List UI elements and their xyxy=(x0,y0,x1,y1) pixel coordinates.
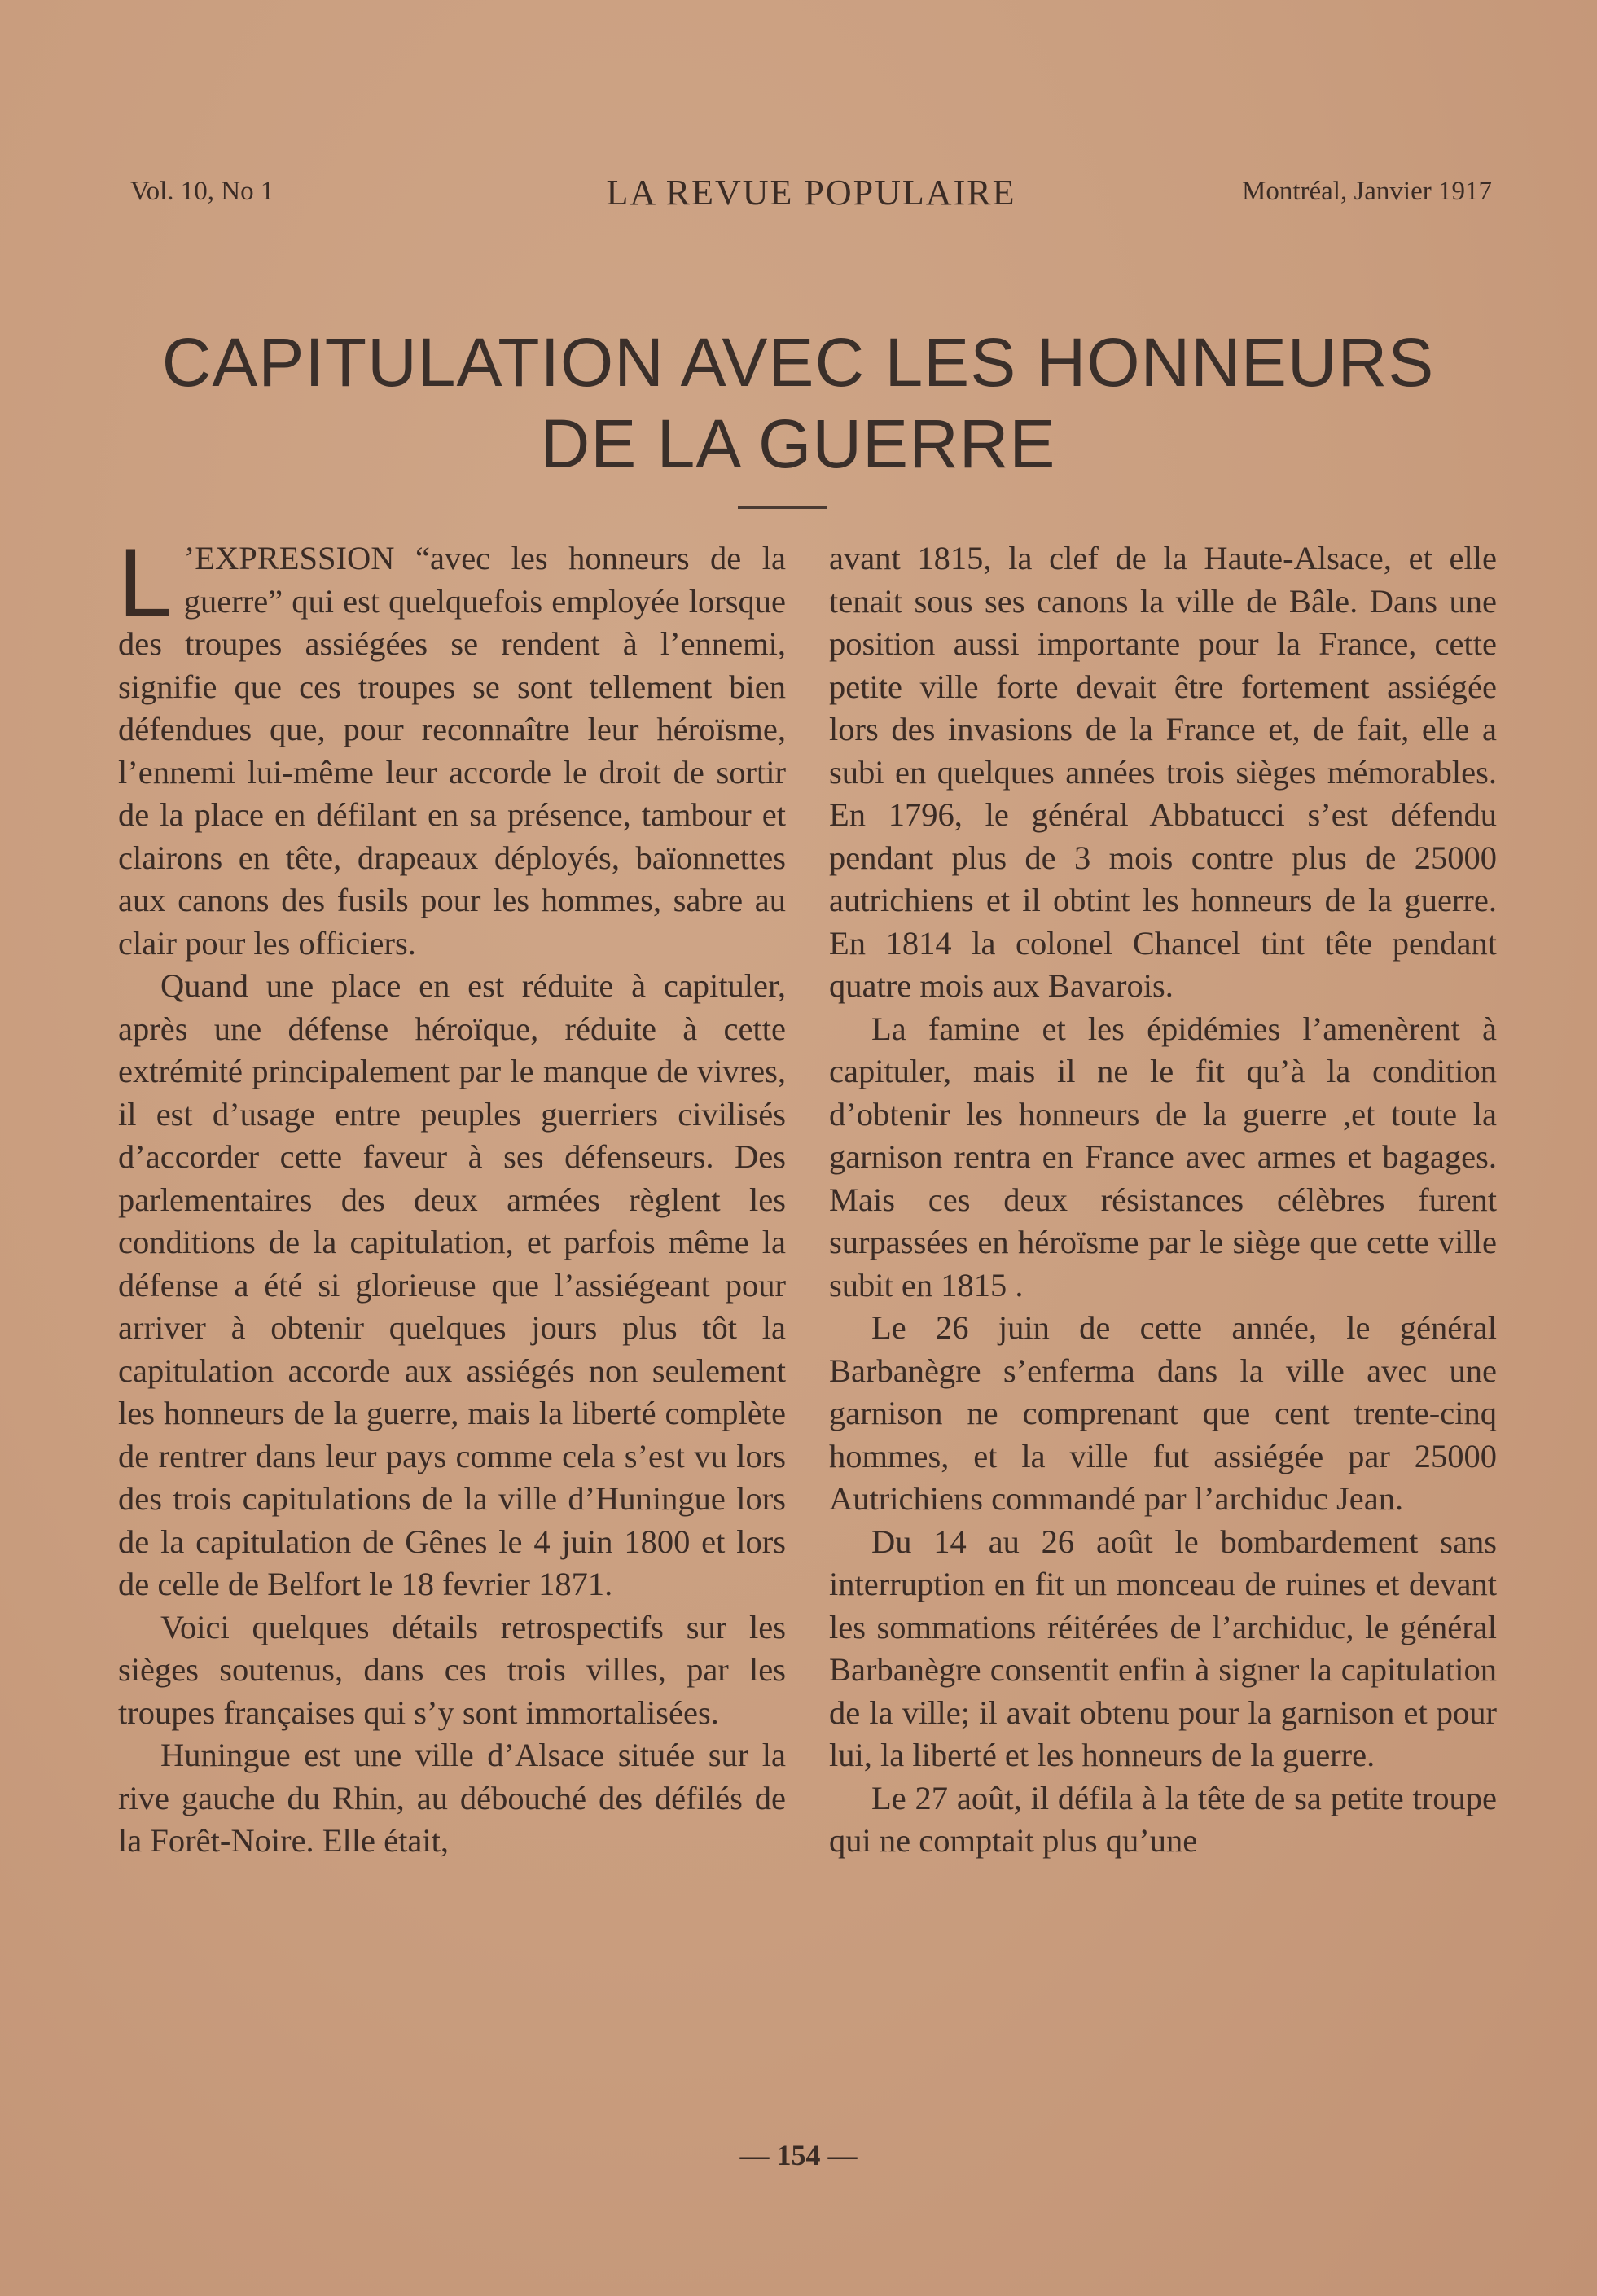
title-line-1: CAPITULATION AVEC LES HONNEURS xyxy=(161,324,1435,401)
paragraph: Le 27 août, il défila à la tête de sa petite troupe qui ne comptait plus qu’une xyxy=(829,1779,1497,1859)
volume-number: Vol. 10, No 1 xyxy=(130,177,274,206)
drop-cap: L xyxy=(118,528,173,638)
paragraph: Voici quelques détails retrospectifs sur les sièges soutenus, dans ces trois villes, par les troupes françaises qui s’y sont immortalisées. xyxy=(118,1608,786,1731)
paragraph: La famine et les épidémies l’amenèrent à capituler, mais il ne le fit qu’à la condition d’obtenir les honneurs de la guerre ,et toute la garnison rentra en France avec armes et bagages. Mais ces deux résistances célèbres furent surpassées en héroïsme par le siège que cette ville subit en 1815 . xyxy=(829,1010,1497,1304)
paragraph-text: ’EXPRESSION “avec les honneurs de la guerre” qui est quelquefois employée lorsque des troupes assiégées se rendent à l’ennemi, signifie que ces troupes se sont tellement bien défendues que, pour reconnaître leur héroïsme, l’ennemi lui-même leur accorde le droit de sortir de la place en défilant en sa présence, tambour et clairons en tête, drapeaux déployés, baïonnettes aux canons des fusils pour les hommes, sabre au clair pour les officiers. xyxy=(118,540,786,962)
right-column xyxy=(829,537,1497,1863)
paragraph: Quand une place en est réduite à capituler, après une défense héroïque, réduite à cette extrémité principalement par le manque de vivres, il est d’usage entre peuples guerriers civilisés d’accorder cette faveur à ses défenseurs. Des parlementaires des deux armées règlent les conditions de la capitulation, et parfois même la défense a été si glorieuse que l’assiégeant pour arriver à obtenir quelques jours plus tôt la capitulation accorde aux assiégés non seulement les honneurs de la guerre, mais la liberté complète de rentrer dans leur pays comme cela s’est vu lors des trois capitulations de la ville d’Huningue lors de la capitulation de Gênes le 4 juin 1800 et lors de celle de Belfort le 18 fevrier 1871. xyxy=(118,967,786,1602)
issue-date: Montréal, Janvier 1917 xyxy=(1241,177,1492,206)
title-divider xyxy=(738,506,827,509)
paragraph xyxy=(118,528,786,965)
paragraph: Le 26 juin de cette année, le général Barbanègre s’enferma dans la ville avec une garnison ne comprenant que cent trente-cinq hommes, et la ville fut assiégée par 25000 Autrichiens commandé par l’archiduc Jean. xyxy=(829,1309,1497,1517)
magazine-name: LA REVUE POPULAIRE xyxy=(606,173,1016,213)
article-title xyxy=(98,322,1498,484)
page-header xyxy=(130,167,1492,224)
title-line-2: DE LA GUERRE xyxy=(540,405,1056,482)
paragraph: avant 1815, la clef de la Haute-Alsace, et elle tenait sous ses canons la ville de Bâle. Dans une position aussi importante pour la France, cette petite ville forte devait être fortement assiégée lors des invasions de la France et, de fait, elle a subi en quelques années trois sièges mémorables. En 1796, le général Abbatucci s’est défendu pendant plus de 3 mois contre plus de 25000 autrichiens et il obtint les honneurs de la guerre. En 1814 la colonel Chancel tint tête pendant quatre mois aux Bavarois. xyxy=(829,540,1497,1004)
paragraph: Du 14 au 26 août le bombardement sans interruption en fit un monceau de ruines et devant les sommations réitérées de l’archiduc, le général Barbanègre consentit enfin à signer la capitulation de la ville; il avait obtenu pour la garnison et pour lui, la liberté et les honneurs de la guerre. xyxy=(829,1523,1497,1773)
page-number: — 154 — xyxy=(739,2139,858,2171)
left-column xyxy=(118,528,786,1863)
paragraph: Huningue est une ville d’Alsace située sur la rive gauche du Rhin, au débouché des défilés de la Forêt-Noire. Elle était, xyxy=(118,1737,786,1859)
